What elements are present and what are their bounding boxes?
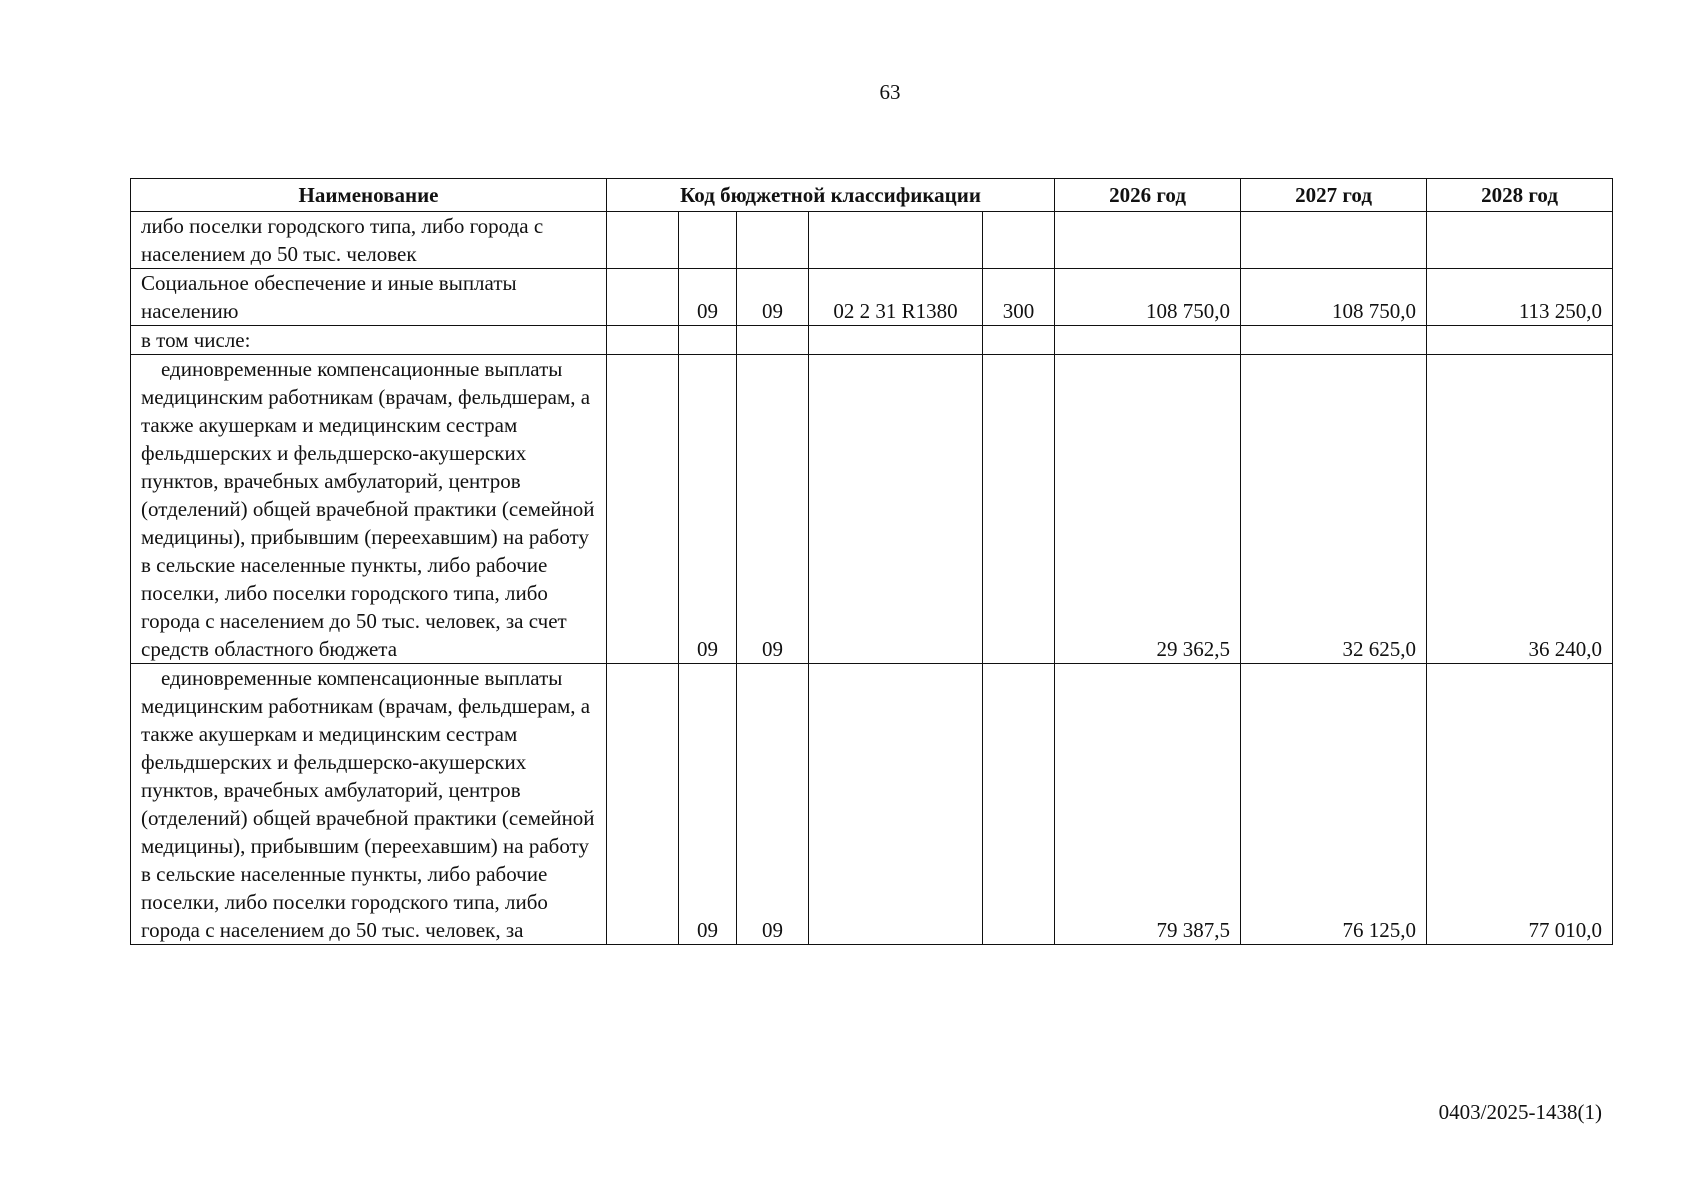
row-code-5 — [983, 212, 1055, 269]
document-id: 0403/2025-1438(1) — [1438, 1100, 1602, 1124]
row-code-4 — [809, 326, 983, 355]
row-code-2: 09 — [679, 269, 737, 326]
header-name: Наименование — [131, 179, 607, 212]
row-code-5 — [983, 326, 1055, 355]
row-code-3: 09 — [737, 355, 809, 664]
table-row — [131, 664, 1613, 945]
row-code-4 — [809, 664, 983, 945]
table-row — [131, 212, 1613, 269]
row-code-1 — [607, 212, 679, 269]
row-2026 — [1055, 326, 1241, 355]
row-code-1 — [607, 664, 679, 945]
header-2028: 2028 год — [1427, 179, 1613, 212]
row-2027: 108 750,0 — [1241, 269, 1427, 326]
row-2028 — [1427, 212, 1613, 269]
row-name: в том числе: — [131, 326, 607, 355]
row-2026 — [1055, 212, 1241, 269]
row-2028: 113 250,0 — [1427, 269, 1613, 326]
header-2027: 2027 год — [1241, 179, 1427, 212]
row-2027 — [1241, 212, 1427, 269]
row-code-3 — [737, 326, 809, 355]
row-code-4 — [809, 355, 983, 664]
row-name: единовременные компенсационные выплаты медицинским работникам (врачам, фельдшерам, а также акушеркам и медицинским сестрам фельдшерских и фельдшерско-акушерских пунктов, врачебных амбулаторий, центров (отделений) общей врачебной практики (семейной медицины), прибывшим (переехавшим) на работу в сельские населенные пункты, либо рабочие поселки, либо поселки городского типа, либо города с населением до 50 тыс. человек, за счет средств областного бюджета — [131, 355, 607, 664]
row-2027: 76 125,0 — [1241, 664, 1427, 945]
row-name: единовременные компенсационные выплаты медицинским работникам (врачам, фельдшерам, а также акушеркам и медицинским сестрам фельдшерских и фельдшерско-акушерских пунктов, врачебных амбулаторий, центров (отделений) общей врачебной практики (семейной медицины), прибывшим (переехавшим) на работу в сельские населенные пункты, либо рабочие поселки, либо поселки городского типа, либо города с населением до 50 тыс. человек, за — [131, 664, 607, 945]
row-code-3 — [737, 212, 809, 269]
row-code-5 — [983, 664, 1055, 945]
row-code-1 — [607, 355, 679, 664]
row-code-5 — [983, 355, 1055, 664]
row-name: либо поселки городского типа, либо города с населением до 50 тыс. человек — [131, 212, 607, 269]
row-code-1 — [607, 326, 679, 355]
row-2028: 36 240,0 — [1427, 355, 1613, 664]
row-2028: 77 010,0 — [1427, 664, 1613, 945]
table-row — [131, 355, 1613, 664]
header-row — [131, 179, 1613, 212]
row-code-5: 300 — [983, 269, 1055, 326]
row-code-4 — [809, 212, 983, 269]
row-2026: 79 387,5 — [1055, 664, 1241, 945]
page-number: 63 — [879, 80, 901, 104]
header-2026: 2026 год — [1055, 179, 1241, 212]
budget-table — [130, 178, 1613, 945]
row-name: Социальное обеспечение и иные выплаты населению — [131, 269, 607, 326]
row-2027 — [1241, 326, 1427, 355]
row-code-2: 09 — [679, 355, 737, 664]
row-2026: 108 750,0 — [1055, 269, 1241, 326]
row-code-2 — [679, 326, 737, 355]
row-code-2 — [679, 212, 737, 269]
row-2028 — [1427, 326, 1613, 355]
row-code-3: 09 — [737, 664, 809, 945]
row-code-4: 02 2 31 R1380 — [809, 269, 983, 326]
table-row — [131, 269, 1613, 326]
row-code-2: 09 — [679, 664, 737, 945]
row-2027: 32 625,0 — [1241, 355, 1427, 664]
table-row — [131, 326, 1613, 355]
header-code: Код бюджетной классификации — [607, 179, 1055, 212]
row-code-1 — [607, 269, 679, 326]
row-2026: 29 362,5 — [1055, 355, 1241, 664]
row-code-3: 09 — [737, 269, 809, 326]
